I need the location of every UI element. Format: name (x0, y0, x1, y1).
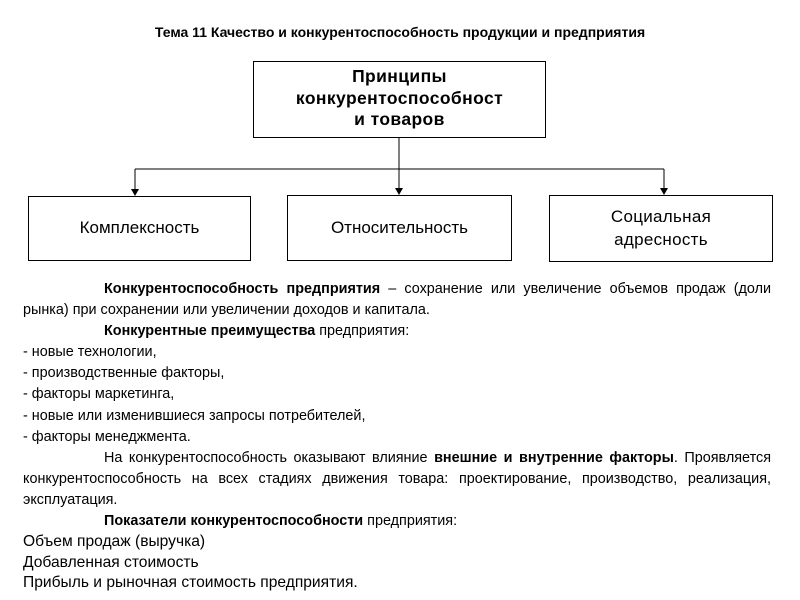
right-arrowhead (660, 188, 668, 195)
indicator-item: Прибыль и рыночная стоимость предприятия. (23, 574, 358, 592)
principles-box (253, 61, 546, 138)
competitiveness-definition (23, 279, 771, 321)
advantages-term: Конкурентные преимущества (104, 323, 316, 340)
complexity-box (28, 196, 251, 261)
factors-text-rest: . Проявляется конкурентоспособность на всех стадиях движения товара: проектирование, производство, реализация, эксплуатация. (23, 449, 771, 508)
indicator-item: Добавленная стоимость (23, 553, 199, 571)
relativity-box (287, 195, 512, 261)
indicators-term: Показатели конкурентоспособности (104, 513, 364, 530)
social-targeting-box (549, 195, 773, 262)
factors-term: внешние и внутренние факторы (434, 449, 674, 466)
relativity-label: Относительность (330, 217, 469, 237)
advantage-item: - факторы маркетинга, (23, 386, 175, 403)
indicator-item: Объем продаж (выручка) (23, 533, 206, 551)
advantage-item: - производственные факторы, (23, 365, 225, 382)
page-title: Тема 11 Качество и конкурентоспособность продукции и предприятия (154, 24, 646, 40)
advantages-heading (23, 321, 771, 342)
factors-paragraph (23, 448, 771, 511)
advantage-item: - новые или изменившиеся запросы потребителей, (23, 407, 366, 424)
body-text (23, 279, 771, 594)
advantages-heading-text: предприятия: (315, 323, 410, 340)
social-targeting-line-2: адресность (614, 229, 708, 249)
competitiveness-definition-text: – сохранение или увеличение объемов продаж (доли рынка) при сохранении или увеличении доходов и капитала. (23, 281, 772, 319)
principles-line-1: Принципы (352, 65, 447, 86)
advantage-item: - факторы менеджмента. (23, 428, 191, 445)
factors-text-start: На конкурентоспособность оказывают влияние (104, 449, 435, 466)
indicators-heading (23, 511, 771, 532)
principles-line-2: конкурентоспособност (295, 87, 504, 108)
social-targeting-line-1: Социальная (610, 207, 712, 227)
complexity-label: Комплексность (79, 218, 200, 238)
advantage-item: - новые технологии, (23, 344, 157, 361)
center-arrowhead (395, 188, 403, 195)
competitiveness-term: Конкурентоспособность предприятия (104, 281, 381, 297)
indicators-heading-text: предприятия: (363, 513, 458, 530)
left-arrowhead (131, 189, 139, 196)
principles-line-3: и товаров (354, 109, 445, 130)
